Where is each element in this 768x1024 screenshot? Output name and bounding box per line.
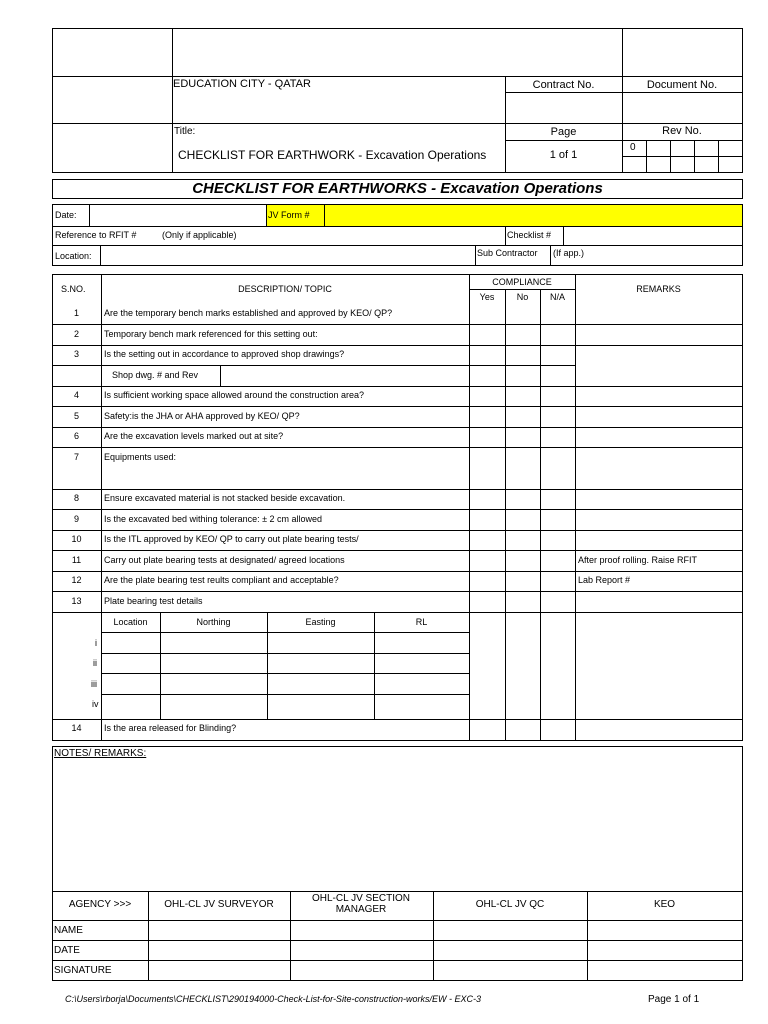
- row-no: 1: [73, 308, 79, 318]
- subcontractor-label: Sub Contractor: [477, 248, 538, 258]
- notes-label: NOTES/ REMARKS:: [54, 748, 147, 759]
- plate-header-location: Location: [113, 617, 148, 627]
- desc-header: DESCRIPTION/ TOPIC: [238, 284, 332, 294]
- title-label: Title:: [174, 126, 196, 137]
- page-value: 1 of 1: [549, 149, 578, 161]
- row-text: Ensure excavated material is not stacked beside excavation.: [104, 493, 346, 503]
- no-header: No: [516, 292, 529, 302]
- contract-label: Contract No.: [532, 79, 595, 91]
- footer-page: Page 1 of 1: [648, 994, 700, 1005]
- jv-form-field[interactable]: [325, 205, 742, 226]
- row-remark: After proof rolling. Raise RFIT: [578, 555, 698, 565]
- row-no: 8: [73, 493, 79, 503]
- plate-row-label: i: [95, 638, 97, 648]
- row-no: 11: [71, 555, 82, 565]
- row-text: Are the temporary bench marks established and approved by KEO/ QP?: [104, 308, 393, 318]
- rfit-label: Reference to RFIT #: [55, 230, 137, 240]
- yes-header: Yes: [479, 292, 495, 302]
- row-no: 5: [73, 411, 79, 421]
- rev-label: Rev No.: [662, 125, 702, 137]
- row-remark: Lab Report #: [578, 575, 631, 585]
- section-manager-header: OHL-CL JV SECTION MANAGER: [312, 893, 410, 915]
- document-label: Document No.: [646, 79, 718, 91]
- signature-row-label: SIGNATURE: [54, 965, 112, 976]
- plate-row-label: iii: [91, 679, 97, 689]
- location-field[interactable]: [101, 246, 475, 265]
- row-no: 3: [73, 349, 79, 359]
- sno-header: S.NO.: [61, 284, 86, 294]
- row-no: 2: [73, 329, 79, 339]
- location-label: Location:: [55, 251, 92, 261]
- row-text: Plate bearing test details: [104, 596, 203, 606]
- org-name: EDUCATION CITY - QATAR: [173, 78, 311, 90]
- rev-value: 0: [630, 142, 636, 153]
- row-no: 14: [71, 723, 82, 733]
- name-row-label: NAME: [54, 925, 83, 936]
- row-no: 9: [73, 514, 79, 524]
- row-text: Is the setting out in accordance to approved shop drawings?: [104, 349, 345, 359]
- title-text: CHECKLIST FOR EARTHWORK - Excavation Operations: [178, 148, 487, 162]
- subcontractor-note: (If app.): [553, 248, 585, 258]
- page-label: Page: [550, 126, 577, 138]
- checklist-label: Checklist #: [507, 230, 552, 240]
- row-text: Is the excavated bed withing tolerance: ± 2 cm allowed: [104, 514, 323, 524]
- row-text: Are the plate bearing test reults compliant and acceptable?: [104, 575, 339, 585]
- remarks-header: REMARKS: [636, 284, 681, 294]
- row-text: Is the area released for Blinding?: [104, 723, 237, 733]
- row-text: Temporary bench mark referenced for this setting out:: [104, 329, 318, 339]
- plate-row-label: ii: [93, 658, 97, 668]
- row-no: 4: [73, 390, 79, 400]
- plate-header-easting: Easting: [305, 617, 336, 627]
- plate-header-rl: RL: [415, 617, 428, 627]
- row-text: Carry out plate bearing tests at designated/ agreed locations: [104, 555, 345, 565]
- main-title: CHECKLIST FOR EARTHWORKS - Excavation Operations: [192, 180, 603, 197]
- plate-header-northing: Northing: [196, 617, 231, 627]
- surveyor-header: OHL-CL JV SURVEYOR: [164, 899, 274, 910]
- rfit-note: (Only if applicable): [162, 230, 237, 240]
- row-no: 13: [71, 596, 82, 606]
- row-text: Equipments used:: [104, 452, 177, 462]
- footer-path: C:\Users\rborja\Documents\CHECKLIST\290194000-Check-List-for-Site-construction-works/EW - EXC-3: [65, 994, 481, 1004]
- row-no: 6: [73, 431, 79, 441]
- plate-row-label: iv: [92, 699, 99, 709]
- compliance-header: COMPLIANCE: [492, 277, 552, 287]
- row-no: 7: [73, 452, 79, 462]
- shop-dwg-label: Shop dwg. # and Rev: [112, 370, 199, 380]
- row-text: Is sufficient working space allowed around the construction area?: [104, 390, 364, 400]
- row-no: 10: [71, 534, 82, 544]
- qc-header: OHL-CL JV QC: [475, 899, 545, 910]
- row-text: Safety:is the JHA or AHA approved by KEO/ QP?: [104, 411, 300, 421]
- keo-header: KEO: [653, 899, 676, 910]
- date-field[interactable]: [90, 205, 266, 226]
- agency-label: AGENCY >>>: [68, 899, 132, 910]
- row-text: Are the excavation levels marked out at site?: [104, 431, 284, 441]
- row-no: 12: [71, 575, 82, 585]
- jv-form-label: JV Form #: [268, 210, 310, 220]
- checklist-field[interactable]: [564, 227, 742, 245]
- row-text: Is the ITL approved by KEO/ QP to carry out plate bearing tests/: [104, 534, 359, 544]
- na-header: N/A: [549, 292, 565, 302]
- date-row-label: DATE: [54, 945, 80, 956]
- date-label: Date:: [55, 210, 77, 220]
